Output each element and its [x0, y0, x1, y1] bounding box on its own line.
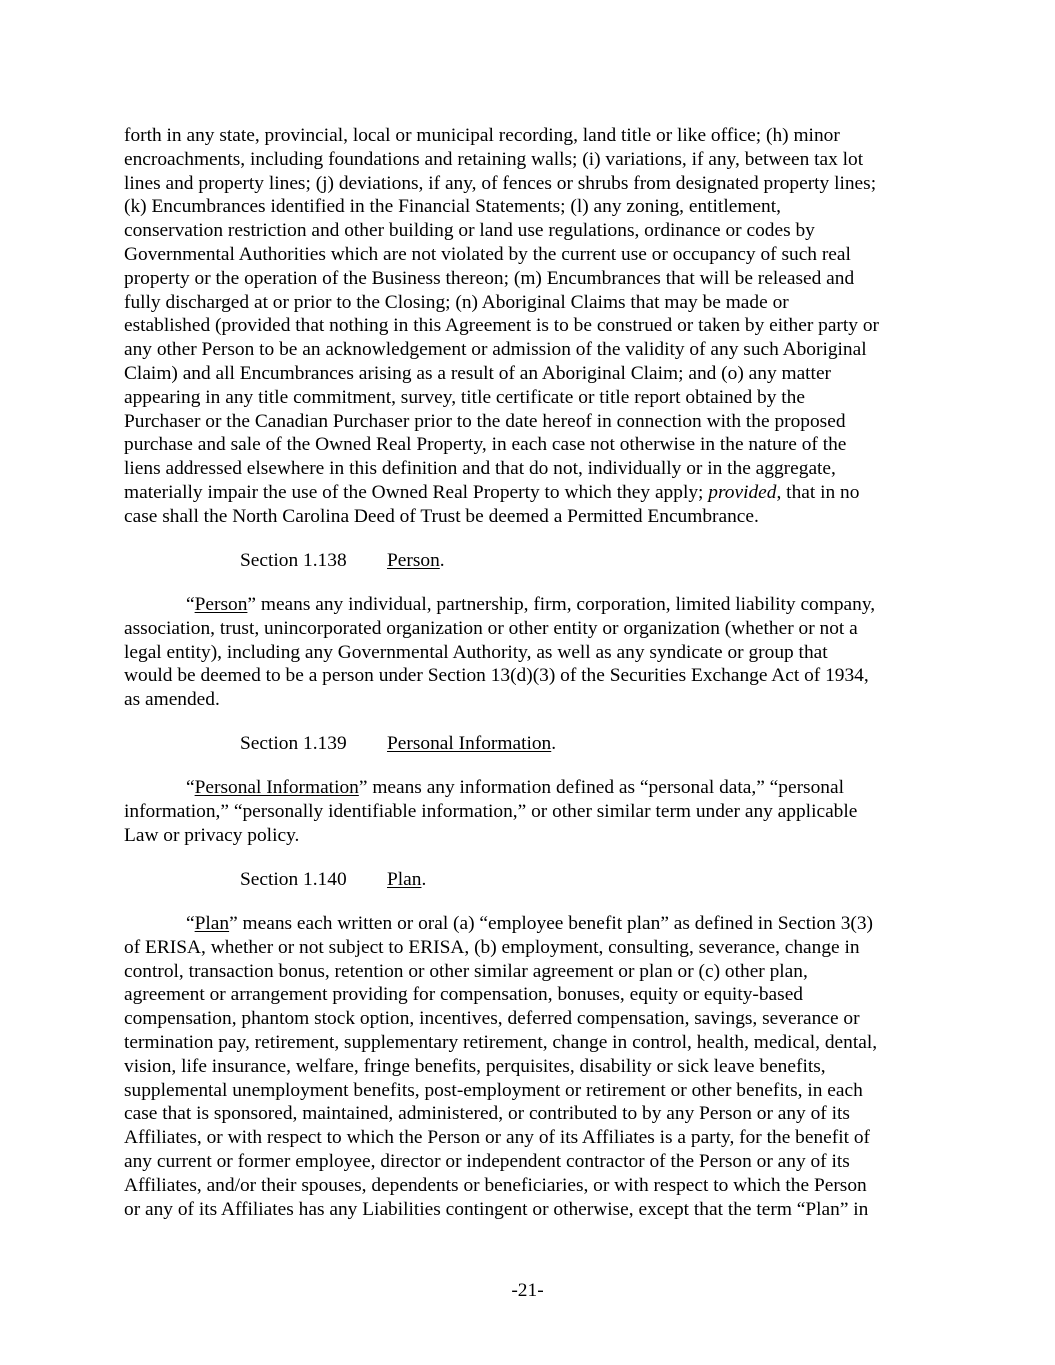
- title-suffix: .: [421, 869, 427, 890]
- text-line: information,” “personally identifiable information,” or other similar term under any applicable: [124, 801, 858, 823]
- open-quote: “: [186, 913, 195, 935]
- text-segment: , that in no: [776, 481, 860, 503]
- text-line: Governmental Authorities which are not violated by the current use or occupancy of such real: [124, 243, 851, 265]
- text-line: would be deemed to be a person under Section 13(d)(3) of the Securities Exchange Act of 1934,: [124, 665, 869, 687]
- title-suffix: .: [439, 549, 445, 571]
- text-segment: ” means any individual, partnership, firm, corporation, limited liability company,: [247, 593, 876, 615]
- section-heading: [124, 732, 932, 756]
- open-quote: “: [186, 777, 195, 799]
- text-line: Law or privacy policy.: [124, 824, 300, 846]
- definition-paragraph: [124, 593, 932, 712]
- text-line: any other Person to be an acknowledgement or admission of the validity of any such Aboriginal: [124, 339, 867, 361]
- section-heading: [124, 868, 932, 892]
- text-line: Claim) and all Encumbrances arising as a result of an Aboriginal Claim; and (o) any matter: [124, 362, 832, 384]
- text-line: compensation, phantom stock option, incentives, deferred compensation, savings, severance or: [124, 1008, 860, 1030]
- text-line: Affiliates, and/or their spouses, dependents or beneficiaries, or with respect to which the Person: [124, 1174, 867, 1196]
- text-line: [124, 776, 932, 800]
- text-line: [124, 481, 932, 505]
- text-segment: ” means any information defined as “personal data,” “personal: [358, 777, 844, 799]
- section-title: Plan: [387, 869, 422, 890]
- text-line: case that is sponsored, maintained, administered, or contributed to by any Person or any of its: [124, 1103, 850, 1125]
- text-line: fully discharged at or prior to the Closing; (n) Aboriginal Claims that may be made or: [124, 291, 789, 313]
- section-title: Person: [387, 549, 440, 571]
- text-line: control, transaction bonus, retention or other similar agreement or plan or (c) other plan,: [124, 960, 808, 982]
- text-line: Affiliates, or with respect to which the Person or any of its Affiliates is a party, for the benefit of: [124, 1127, 870, 1149]
- definition-paragraph: [124, 776, 932, 847]
- text-line: appearing in any title commitment, survey, title certificate or title report obtained by the: [124, 386, 805, 408]
- intro-paragraph: [124, 124, 932, 529]
- text-segment: materially impair the use of the Owned Real Property to which they apply;: [124, 481, 709, 503]
- text-line: purchase and sale of the Owned Real Property, in each case not otherwise in the nature of the: [124, 434, 847, 456]
- text-line: vision, life insurance, welfare, fringe benefits, perquisites, disability or sick leave benefits,: [124, 1055, 826, 1077]
- italic-term: provided: [708, 481, 777, 503]
- text-line: encroachments, including foundations and retaining walls; (i) variations, if any, between tax lot: [124, 148, 864, 170]
- text-line: forth in any state, provincial, local or municipal recording, land title or like office; (h) minor: [124, 125, 840, 146]
- text-line: termination pay, retirement, supplementary retirement, change in control, health, medical, dental,: [124, 1032, 878, 1054]
- text-line: liens addressed elsewhere in this definition and that do not, individually or in the aggregate,: [124, 458, 836, 480]
- text-line: property or the operation of the Business thereon; (m) Encumbrances that will be released and: [124, 267, 855, 289]
- text-line: supplemental unemployment benefits, post-employment or retirement or other benefits, in each: [124, 1079, 863, 1101]
- text-line: [124, 912, 932, 936]
- document-page: [124, 124, 932, 1221]
- definition-paragraph: [124, 912, 932, 1221]
- text-line: agreement or arrangement providing for compensation, bonuses, equity or equity-based: [124, 984, 804, 1006]
- text-segment: ” means each written or oral (a) “employee benefit plan” as defined in Section 3(3): [229, 913, 874, 935]
- page-number: -21-: [511, 1280, 544, 1301]
- text-line: conservation restriction and other building or land use regulations, ordinance or codes by: [124, 220, 815, 242]
- section-number: Section 1.140: [240, 869, 347, 890]
- text-line: [124, 593, 932, 617]
- text-line: any current or former employee, director or independent contractor of the Person or any of its: [124, 1151, 850, 1173]
- text-line: of ERISA, whether or not subject to ERISA, (b) employment, consulting, severance, change in: [124, 936, 860, 958]
- text-line: legal entity), including any Governmental Authority, as well as any syndicate or group that: [124, 641, 828, 663]
- open-quote: “: [186, 593, 195, 615]
- text-line: lines and property lines; (j) deviations, if any, of fences or shrubs from designated property lines;: [124, 172, 877, 194]
- defined-term: Plan: [194, 913, 230, 935]
- title-suffix: .: [551, 733, 557, 755]
- text-line: as amended.: [124, 689, 220, 711]
- defined-term: Personal Information: [194, 777, 359, 799]
- text-line: established (provided that nothing in this Agreement is to be construed or taken by either party or: [124, 315, 879, 337]
- text-line: association, trust, unincorporated organization or other entity or organization (whether or not a: [124, 617, 858, 639]
- defined-term: Person: [194, 593, 248, 615]
- section-title: Personal Information: [387, 733, 552, 755]
- section-heading: [124, 549, 932, 573]
- section-number: Section 1.139: [240, 733, 347, 755]
- text-line: case shall the North Carolina Deed of Trust be deemed a Permitted Encumbrance.: [124, 505, 759, 527]
- section-number: Section 1.138: [240, 549, 347, 571]
- text-line: or any of its Affiliates has any Liabilities contingent or otherwise, except that the term “Plan” in: [124, 1198, 869, 1220]
- text-line: (k) Encumbrances identified in the Financial Statements; (l) any zoning, entitlement,: [124, 196, 781, 218]
- text-line: Purchaser or the Canadian Purchaser prior to the date hereof in connection with the proposed: [124, 410, 846, 432]
